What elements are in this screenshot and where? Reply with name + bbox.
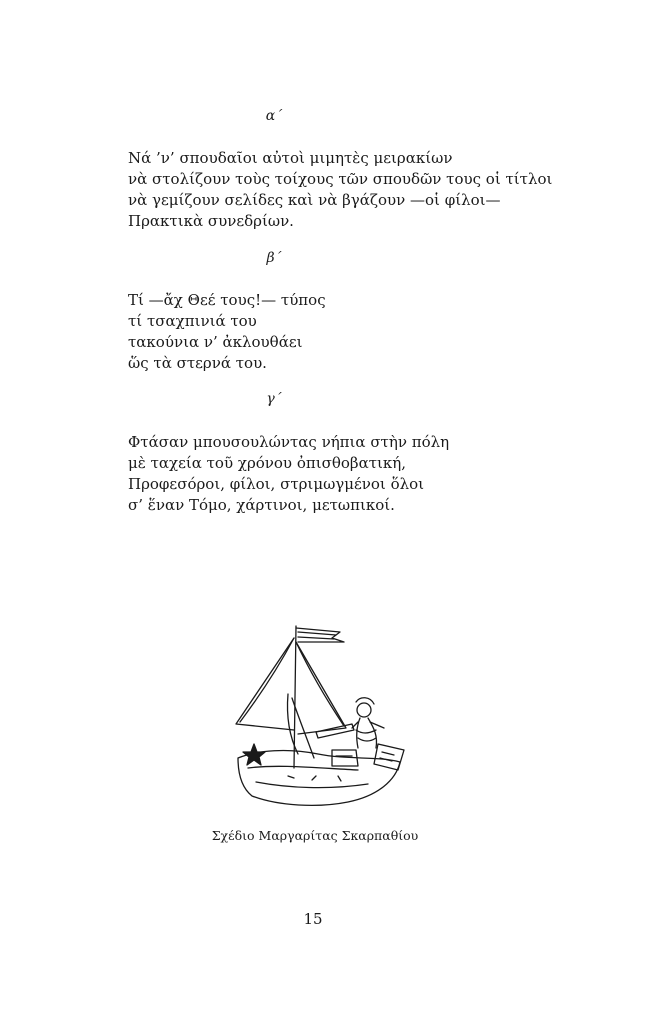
section-number-gamma: γ΄ bbox=[266, 391, 282, 407]
poem-line: τακούνια ν’ ἀκλουθάει bbox=[128, 333, 303, 351]
poem-line: νὰ γεμίζουν σελίδες καὶ νὰ βγάζουν —οἱ φίλοι— bbox=[128, 191, 501, 209]
stanza-beta bbox=[128, 290, 558, 374]
poem-line: Νά ’ν’ σπουδαῖοι αὐτοὶ μιμητὲς μειρακίων bbox=[128, 149, 453, 167]
page-number: 15 bbox=[303, 910, 323, 928]
poem-line: μὲ ταχεία τοῦ χρόνου ὀπισθοβατική, bbox=[128, 454, 407, 472]
poem-line: νὰ στολίζουν τοὺς τοίχους τῶν σπουδῶν τους οἱ τίτλοι bbox=[128, 170, 553, 188]
poem-line: Προφεσόροι, φίλοι, στριμωγμένοι ὅλοι bbox=[128, 475, 425, 493]
stanza-gamma bbox=[128, 432, 558, 516]
illustration-caption: Σχέδιο Μαργαρίτας Σκαρπαθίου bbox=[211, 828, 419, 843]
poem-line: Πρακτικὰ συνεδρίων. bbox=[128, 212, 294, 230]
poem-line: Τί —ἄχ Θεέ τους!— τύπος bbox=[128, 291, 326, 309]
sailboat-drawing-icon bbox=[228, 618, 418, 818]
poem-line: Φτάσαν μπουσουλώντας νήπια στὴν πόλη bbox=[128, 433, 450, 451]
poem-line: σ’ ἕναν Τόμο, χάρτινοι, μετωπικοί. bbox=[128, 496, 395, 514]
stanza-alpha bbox=[128, 148, 558, 232]
section-number-beta: β΄ bbox=[266, 250, 282, 266]
poem-line: ὥς τὰ στερνά του. bbox=[128, 354, 267, 372]
poem-line: τί τσαχπινιά του bbox=[128, 312, 257, 330]
section-number-alpha: α΄ bbox=[265, 108, 283, 124]
